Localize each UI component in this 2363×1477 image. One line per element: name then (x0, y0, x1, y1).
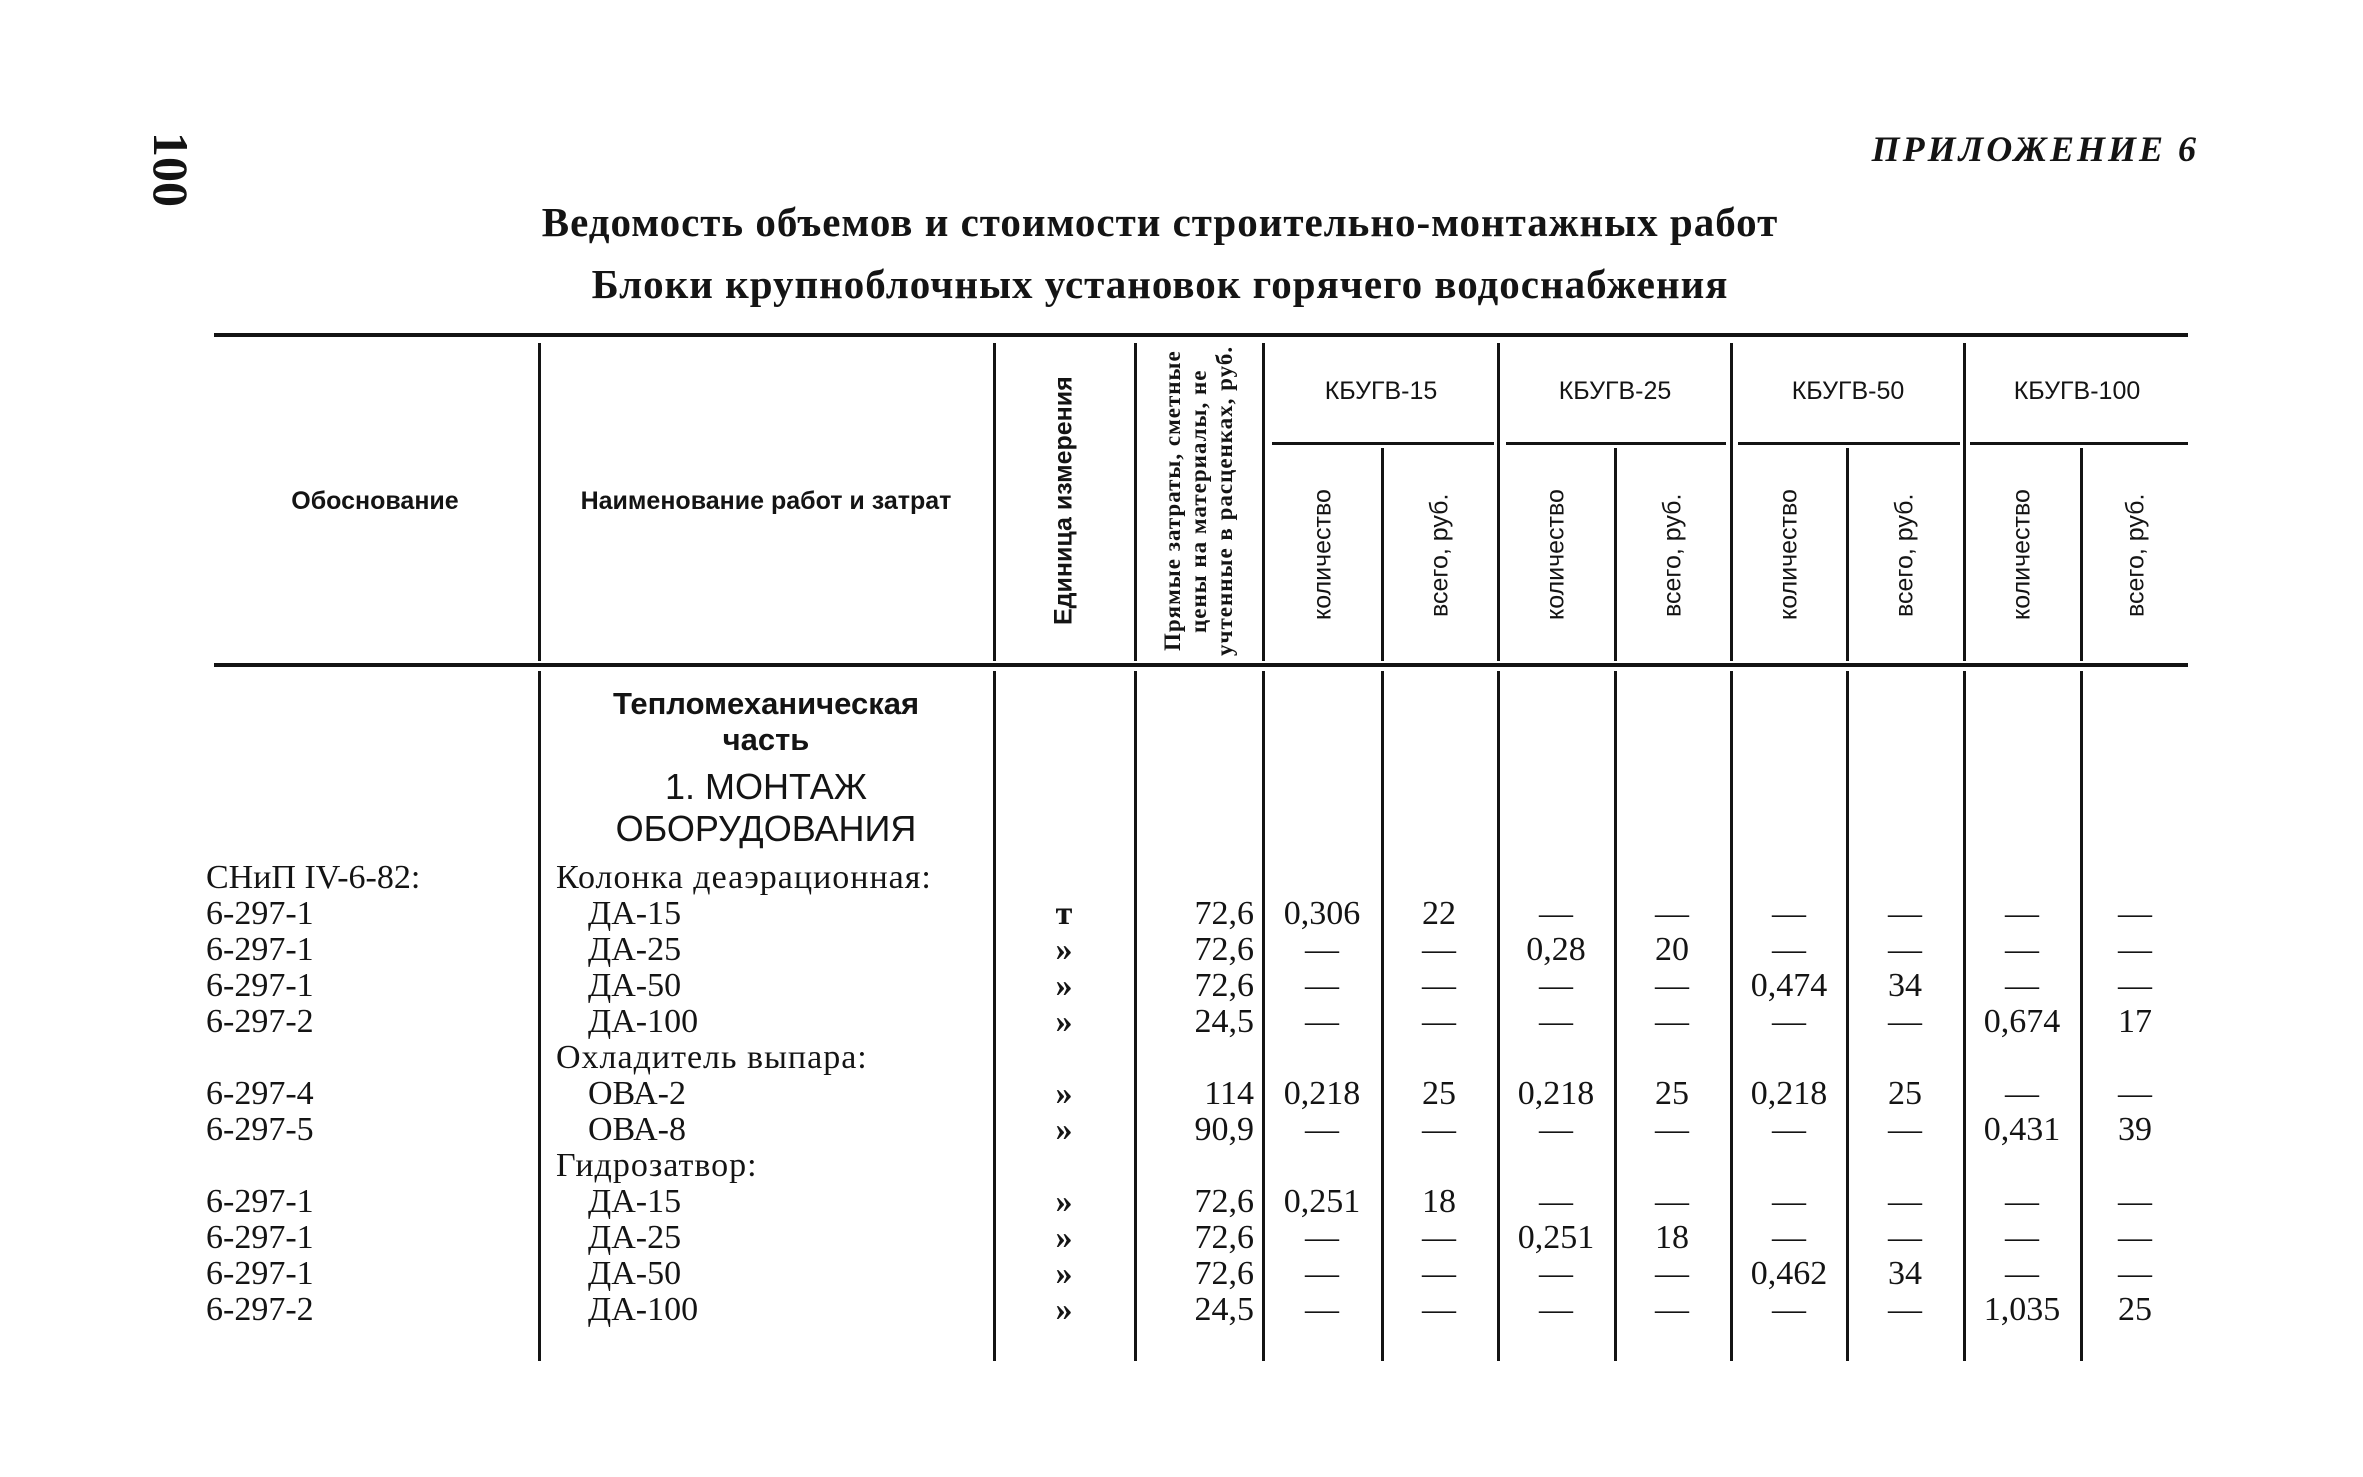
cell-name: ОВА-8 (588, 1111, 686, 1148)
cell-q15: — (1305, 1111, 1339, 1148)
cell-t15: — (1422, 1255, 1456, 1292)
cell-t25: — (1655, 1291, 1689, 1328)
cell-q15: — (1305, 1003, 1339, 1040)
cell-q50: 0,474 (1750, 967, 1828, 1004)
header-unit: Единица измерения (1049, 376, 1078, 626)
cell-t15: — (1422, 1219, 1456, 1256)
cell-t50: — (1888, 931, 1922, 968)
cell-q100: — (2005, 1075, 2039, 1112)
subheader-qty-100: количество (2007, 489, 2036, 621)
cell-t25: — (1655, 1111, 1689, 1148)
header-name: Наименование работ и затрат (580, 486, 952, 515)
cell-q50: 0,218 (1750, 1075, 1828, 1112)
cell-t25: — (1655, 967, 1689, 1004)
subheader-qty-25: количество (1541, 489, 1570, 621)
cell-cost: 24,5 (1194, 1291, 1254, 1328)
cell-t50: 34 (1888, 1255, 1922, 1292)
cell-t100: 25 (2118, 1291, 2152, 1328)
cell-unit: » (1055, 1219, 1073, 1256)
appendix-label: ПРИЛОЖЕНИЕ 6 (1871, 129, 2199, 169)
cell-q100: — (2005, 1183, 2039, 1220)
cell-t100: — (2118, 967, 2152, 1004)
cell-q100: — (2005, 967, 2039, 1004)
cell-t50: — (1888, 1003, 1922, 1040)
cell-unit: » (1055, 967, 1073, 1004)
cell-t25: — (1655, 1255, 1689, 1292)
cell-t100: — (2118, 1075, 2152, 1112)
cell-basis: 6-297-1 (206, 967, 314, 1004)
cell-unit: » (1055, 1075, 1073, 1112)
cell-unit: » (1055, 1291, 1073, 1328)
cell-basis: 6-297-1 (206, 1219, 314, 1256)
cell-t25: 20 (1655, 931, 1689, 968)
cell-t50: — (1888, 895, 1922, 932)
cell-q15: 0,251 (1283, 1183, 1361, 1220)
cell-t50: — (1888, 1183, 1922, 1220)
header-vrule (993, 343, 996, 661)
cell-t15: — (1422, 1291, 1456, 1328)
cell-q50: — (1772, 931, 1806, 968)
cell-t50: — (1888, 1291, 1922, 1328)
cell-name: ДА-100 (588, 1003, 699, 1040)
cell-q50: — (1772, 1003, 1806, 1040)
cell-t25: — (1655, 1183, 1689, 1220)
cell-q25: — (1539, 967, 1573, 1004)
cell-t50: — (1888, 1111, 1922, 1148)
part-title (541, 686, 991, 758)
cell-basis: 6-297-1 (206, 895, 314, 932)
group-kbugv-50: КБУГВ-50 (1791, 376, 1905, 405)
group-rule-100 (1970, 442, 2188, 445)
cell-q100: 1,035 (1983, 1291, 2061, 1328)
group-kbugv-25: КБУГВ-25 (1558, 376, 1672, 405)
cell-unit: » (1055, 931, 1073, 968)
cell-name: ДА-50 (588, 967, 682, 1004)
group-rule-25 (1506, 442, 1726, 445)
group-kbugv-100: КБУГВ-100 (2013, 376, 2141, 405)
cell-q25: 0,28 (1526, 931, 1586, 968)
cell-name: ОВА-2 (588, 1075, 686, 1112)
cell-name: ДА-25 (588, 1219, 682, 1256)
cell-cost: 90,9 (1194, 1111, 1254, 1148)
subheader-total-100: всего, руб. (2121, 493, 2150, 617)
cell-t25: 25 (1655, 1075, 1689, 1112)
subheader-total-25: всего, руб. (1658, 493, 1687, 617)
cell-cost: 72,6 (1194, 1183, 1254, 1220)
cell-t50: 25 (1888, 1075, 1922, 1112)
group-kbugv-15: КБУГВ-15 (1324, 376, 1438, 405)
cell-q25: — (1539, 1291, 1573, 1328)
cell-q50: 0,462 (1750, 1255, 1828, 1292)
cell-cost: 72,6 (1194, 967, 1254, 1004)
header-vrule (1846, 448, 1849, 661)
cell-q100: — (2005, 895, 2039, 932)
cell-q100: — (2005, 931, 2039, 968)
cell-q25: — (1539, 1003, 1573, 1040)
cell-q15: — (1305, 1255, 1339, 1292)
cell-unit: » (1055, 1183, 1073, 1220)
cell-q50: — (1772, 1111, 1806, 1148)
cell-t50: — (1888, 1219, 1922, 1256)
cell-basis: 6-297-2 (206, 1291, 314, 1328)
cell-q25: — (1539, 1111, 1573, 1148)
cell-q15: 0,218 (1283, 1075, 1361, 1112)
cell-q15: — (1305, 1219, 1339, 1256)
cell-q100: 0,674 (1983, 1003, 2061, 1040)
document-subtitle: Блоки крупноблочных установок горячего водоснабжения (591, 261, 1729, 307)
cell-q25: — (1539, 1255, 1573, 1292)
cell-basis: 6-297-1 (206, 1183, 314, 1220)
cell-t15: 18 (1422, 1183, 1456, 1220)
cell-cost: 72,6 (1194, 1219, 1254, 1256)
header-basis: Обоснование (291, 486, 459, 515)
cell-name: ДА-50 (588, 1255, 682, 1292)
cell-cost: 72,6 (1194, 931, 1254, 968)
cell-t100: 39 (2118, 1111, 2152, 1148)
subsection-title-line-2: ОБОРУДОВАНИЯ (615, 808, 917, 849)
cell-q100: — (2005, 1255, 2039, 1292)
cell-name: ДА-100 (588, 1291, 699, 1328)
cell-q25: — (1539, 895, 1573, 932)
cell-t25: 18 (1655, 1219, 1689, 1256)
cell-name: Колонка деаэрационная: (556, 859, 932, 896)
cell-t25: — (1655, 895, 1689, 932)
cell-unit: » (1055, 1111, 1073, 1148)
cell-unit: т (1055, 895, 1073, 932)
cell-q15: 0,306 (1283, 895, 1361, 932)
cell-t100: — (2118, 1255, 2152, 1292)
cell-q15: — (1305, 931, 1339, 968)
cell-q50: — (1772, 1219, 1806, 1256)
header-vrule (1614, 448, 1617, 661)
header-direct-costs: Прямые затраты, сметные цены на материалы, не учтенные в расценках, руб. (1160, 345, 1237, 657)
cell-t15: 22 (1422, 895, 1456, 932)
table-top-rule (214, 333, 2188, 337)
cell-t25: — (1655, 1003, 1689, 1040)
cell-basis: 6-297-4 (206, 1075, 314, 1112)
cell-cost: 72,6 (1194, 895, 1254, 932)
header-vrule (1134, 343, 1137, 661)
cell-t100: — (2118, 1183, 2152, 1220)
cell-t100: — (2118, 895, 2152, 932)
cell-basis: СНиП IV-6-82: (206, 859, 421, 896)
cell-basis: 6-297-2 (206, 1003, 314, 1040)
subheader-total-15: всего, руб. (1425, 493, 1454, 617)
cell-q50: — (1772, 1183, 1806, 1220)
cell-name: ДА-15 (588, 895, 682, 932)
subheader-qty-15: количество (1308, 489, 1337, 621)
cell-basis: 6-297-5 (206, 1111, 314, 1148)
cell-name: ДА-25 (588, 931, 682, 968)
cell-t100: — (2118, 931, 2152, 968)
cell-q100: 0,431 (1983, 1111, 2061, 1148)
cell-name: Охладитель выпара: (556, 1039, 868, 1076)
cell-q15: — (1305, 967, 1339, 1004)
cell-q50: — (1772, 1291, 1806, 1328)
cell-q15: — (1305, 1291, 1339, 1328)
cell-t100: 17 (2118, 1003, 2152, 1040)
cell-basis: 6-297-1 (206, 1255, 314, 1292)
header-vrule (1381, 448, 1384, 661)
group-rule-50 (1738, 442, 1960, 445)
cell-name: Гидрозатвор: (556, 1147, 758, 1184)
cell-basis: 6-297-1 (206, 931, 314, 968)
cell-t15: 25 (1422, 1075, 1456, 1112)
page-number: 100 (143, 132, 199, 207)
cell-q100: — (2005, 1219, 2039, 1256)
subheader-total-50: всего, руб. (1890, 493, 1919, 617)
subsection-title (541, 766, 991, 850)
part-title-line-1: Тепломеханическая (612, 686, 920, 721)
cell-cost: 114 (1204, 1075, 1254, 1112)
cell-q25: 0,218 (1517, 1075, 1595, 1112)
group-rule-15 (1272, 442, 1494, 445)
body-vrule (1262, 671, 1265, 1361)
cell-t100: — (2118, 1219, 2152, 1256)
cell-cost: 72,6 (1194, 1255, 1254, 1292)
cell-q25: 0,251 (1517, 1219, 1595, 1256)
cell-t15: — (1422, 1003, 1456, 1040)
cell-name: ДА-15 (588, 1183, 682, 1220)
document-title: Ведомость объемов и стоимости строительно-монтажных работ (541, 199, 1779, 245)
cell-t15: — (1422, 967, 1456, 1004)
header-vrule (2080, 448, 2083, 661)
subheader-qty-50: количество (1774, 489, 1803, 621)
cell-q50: — (1772, 895, 1806, 932)
part-title-line-2: часть (722, 722, 810, 757)
subsection-title-line-1: 1. МОНТАЖ (664, 766, 868, 807)
cell-unit: » (1055, 1255, 1073, 1292)
cell-q25: — (1539, 1183, 1573, 1220)
cell-unit: » (1055, 1003, 1073, 1040)
cell-t15: — (1422, 1111, 1456, 1148)
cell-t50: 34 (1888, 967, 1922, 1004)
header-bottom-rule (214, 663, 2188, 667)
cell-cost: 24,5 (1194, 1003, 1254, 1040)
cell-t15: — (1422, 931, 1456, 968)
